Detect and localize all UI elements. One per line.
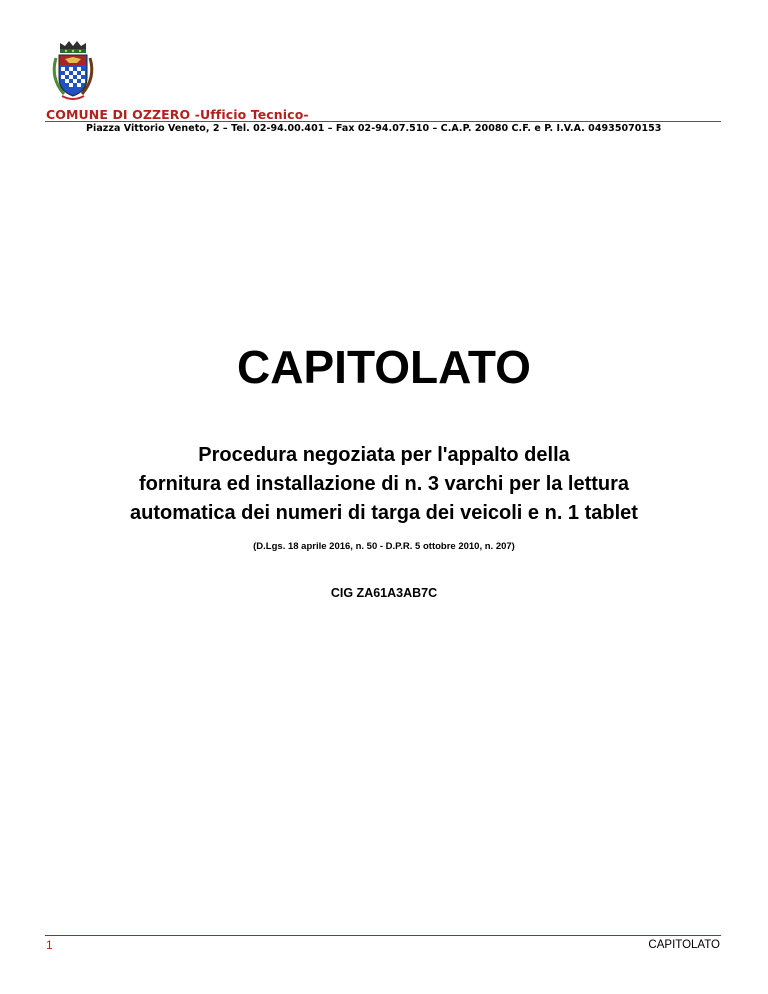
municipality-office-name: COMUNE DI OZZERO -Ufficio Tecnico- xyxy=(46,107,309,122)
footer-divider xyxy=(45,935,721,936)
subtitle-line: fornitura ed installazione di n. 3 varchi per la lettura xyxy=(138,473,630,495)
municipal-crest-icon xyxy=(48,40,98,104)
document-title: CAPITOLATO xyxy=(237,341,531,393)
page-number: 1 xyxy=(46,938,53,952)
footer-document-label: CAPITOLATO xyxy=(648,939,720,951)
subtitle-line: automatica dei numeri di targa dei veicoli e n. 1 tablet xyxy=(130,502,638,524)
procedure-description xyxy=(30,441,738,528)
legal-reference: (D.Lgs. 18 aprile 2016, n. 50 - D.P.R. 5 ottobre 2010, n. 207) xyxy=(253,541,515,552)
header-divider xyxy=(45,121,721,122)
subtitle-line: Procedura negoziata per l'appalto della xyxy=(198,444,570,466)
municipality-address: Piazza Vittorio Veneto, 2 – Tel. 02-94.00.401 – Fax 02-94.07.510 – C.A.P. 20080 C.F. e P. I.V.A. 04935070153 xyxy=(86,123,662,134)
cig-code: CIG ZA61A3AB7C xyxy=(330,586,438,600)
